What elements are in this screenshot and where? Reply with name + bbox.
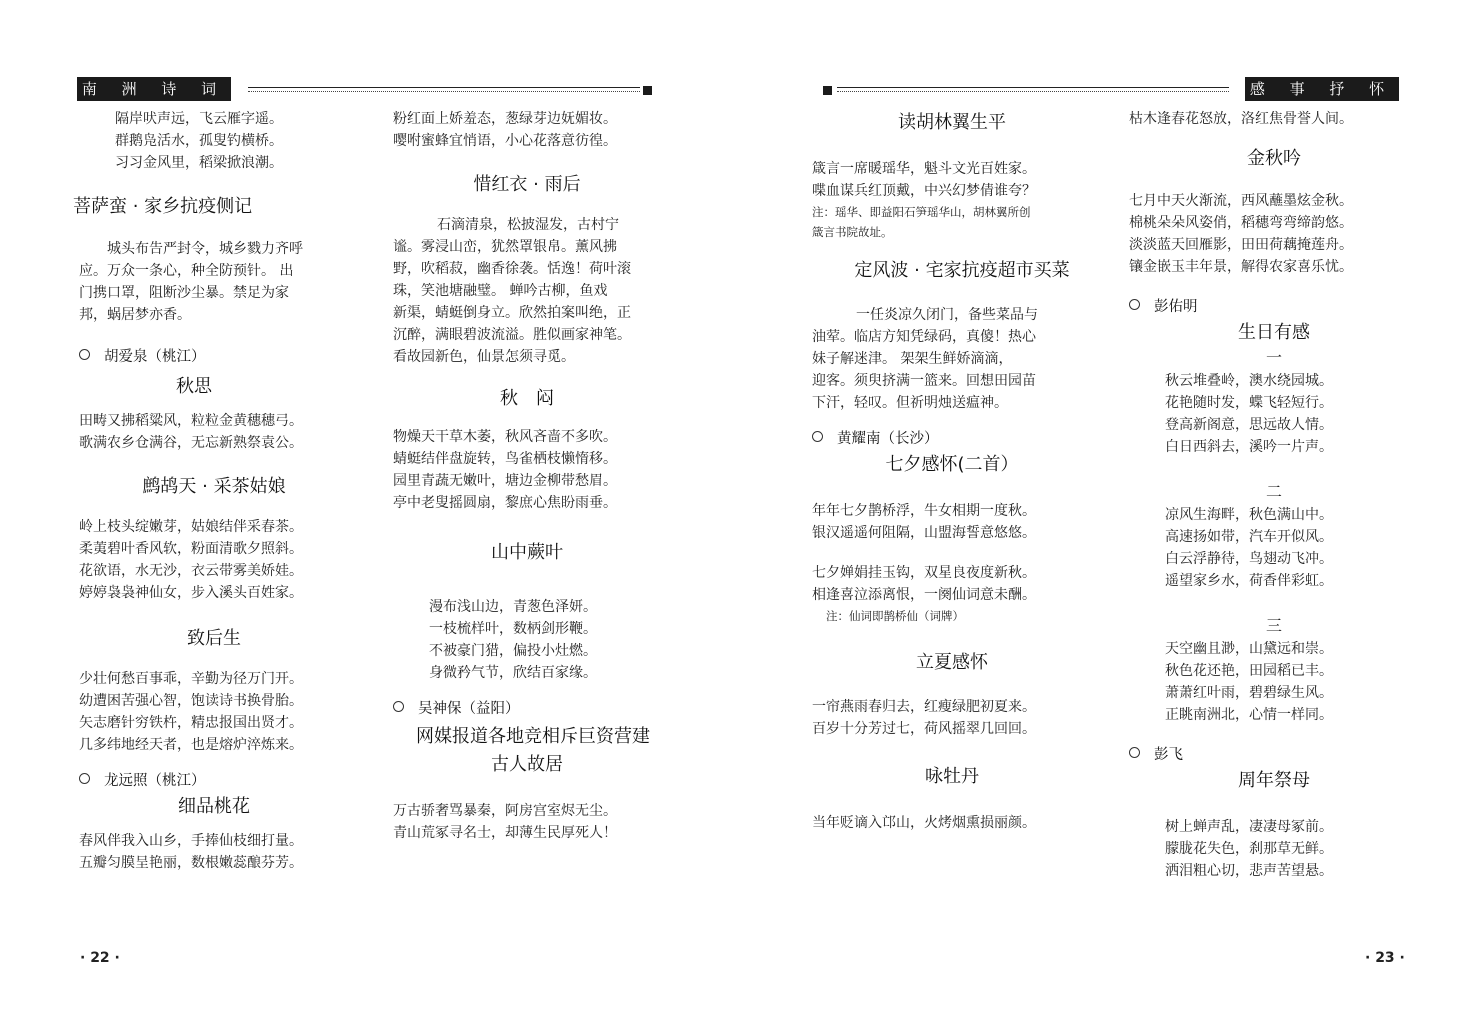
author-line [79,346,369,368]
poem-line: 五瓣匀膜呈艳丽，数根嫩蕊酿芬芳。 [79,855,303,871]
poem-title: 立夏感怀 [916,652,988,673]
poem-line: 正眺南洲北，心情一样同。 [1165,707,1333,723]
author-name: 龙远照（桃江） [104,773,206,789]
poem-title: 细品桃花 [178,796,250,817]
poem-line: 登高新阁意，思远故人情。 [1165,417,1333,433]
poem-line: 谧。雾浸山峦，犹然罩银帛。薰风拂 [393,239,617,255]
continued-poem [1129,108,1419,130]
poem-title: 咏牡丹 [925,766,979,787]
poem-body [1129,638,1419,726]
poem-body [393,596,683,684]
poem-line: 天空幽且渺，山黛远和崇。 [1165,641,1333,657]
poem-line: 城头布告严封令，城乡戮力齐呼 [107,241,303,257]
section-number: 三 [1265,616,1282,635]
poem-line: 新渠，蜻蜓倒身立。欣然拍案叫绝，正 [393,305,631,321]
poem-title: 惜红衣 · 雨后 [473,174,581,195]
poem-line: 蜻蜓结伴盘旋转，鸟雀栖枝懒惰移。 [393,451,617,467]
poem-line: 歌满农乡仓满谷，无忘新熟祭袁公。 [79,435,303,451]
poem-title: 山中蕨叶 [491,542,563,563]
poem-title: 秋思 [176,376,212,397]
continued-poem [393,108,683,152]
poem-line: 春风伴我入山乡，手捧仙枝细打量。 [79,833,303,849]
poem-title: 周年祭母 [1238,770,1310,791]
poem-line: 花艳随时发，蝶飞轻短行。 [1165,395,1333,411]
poem-body [812,500,1112,626]
right-column-1 [812,108,1112,834]
poem-line: 妹子解迷津。 架架生鲜娇滴滴， [812,351,1013,367]
poem-line: 几多纬地经天者，也是熔炉淬炼来。 [79,737,303,753]
header-square-marker [643,86,652,95]
poem-line: 迎客。须臾挤满一篮来。回想田园苗 [812,373,1036,389]
poem-body [393,426,683,514]
poem-line: 白日西斜去，溪吟一片声。 [1165,439,1333,455]
poem-body [393,800,683,844]
poem-line: 朦胧花失色，刹那草无鲜。 [1165,841,1333,857]
footnote: 注：瑶华、即益阳石笋瑶华山，胡林翼所创 [812,205,1031,219]
circle-bullet-icon [812,431,823,442]
circle-bullet-icon [79,773,90,784]
footnote: 注：仙词即鹊桥仙（词牌） [826,609,964,623]
poem-line: 矢志磨针穷铁杵，精忠报国出贤才。 [79,715,303,731]
poem-line: 花欲语，水无沙，衣云带雾美娇娃。 [79,563,303,579]
poem-line: 门携口罩，阻断沙尘暴。禁足为家 [79,285,289,301]
left-column-2 [393,108,683,844]
author-line [393,698,683,720]
author-name: 彭佑明 [1154,299,1198,315]
section-header-tag: 南 洲 诗 词 [77,77,231,101]
poem-line: 镶金嵌玉丰年景，解得农家喜乐忧。 [1129,259,1353,275]
poem-body [79,410,369,454]
poem-line: 七夕婵娟挂玉钩，双星良夜度新秋。 [812,565,1036,581]
poem-body [1129,370,1419,458]
page-number: · 23 · [1365,950,1405,966]
poem-line: 喋血谋兵红顶戴，中兴幻梦倩谁夸？ [812,183,1036,199]
poem-line: 枯木逢春花怒放，洛红焦骨誉人间。 [1129,111,1353,127]
circle-bullet-icon [393,701,404,712]
section-number: 二 [1265,482,1282,501]
continued-poem [79,108,369,174]
poem-line: 少壮何愁百事乖，辛勤为径万门开。 [79,671,303,687]
poem-title: 古人故居 [491,754,563,775]
right-column-2 [1129,108,1419,882]
poem-line: 万古骄奢骂暴秦，阿房宫室烬无尘。 [393,803,617,819]
left-column-1 [73,108,369,874]
author-name: 胡爱泉（桃江） [104,349,206,365]
poem-body [79,238,369,326]
poem-body [1129,190,1419,278]
author-name: 吴神保（益阳） [418,701,520,717]
poem-line: 萧萧红叶雨，碧碧绿生风。 [1165,685,1333,701]
poem-line: 一任炎凉久闭门，备些菜品与 [856,307,1038,323]
poem-line: 年年七夕鹊桥浮，牛女相期一度秋。 [812,503,1036,519]
poem-line: 应。万众一条心，种全防预针。 出 [79,263,294,279]
poem-body [812,158,1112,242]
page-number: · 22 · [80,950,120,966]
poem-line: 漫布浅山边，青葱色泽妍。 [429,599,597,615]
poem-line: 岭上枝头绽嫩芽，姑娘结伴采春茶。 [79,519,303,535]
author-line [79,770,369,792]
poem-line: 群鹅凫活水，孤叟钓横桥。 [115,133,283,149]
poem-line: 身微矜气节，欣结百家缘。 [429,665,597,681]
poem-title: 金秋吟 [1247,148,1301,169]
poem-line: 高速扬如带，汽车开似风。 [1165,529,1333,545]
poem-line: 粉红面上娇羞态，葱绿芽边妩媚妆。 [393,111,617,127]
poem-line: 不被豪门猎，偏投小灶燃。 [429,643,597,659]
author-line [1129,296,1419,318]
poem-line: 嘤咐蜜蜂宜悄语，小心花落意彷徨。 [393,133,617,149]
poem-line: 凉风生海畔，秋色满山中。 [1165,507,1333,523]
poem-line: 洒泪粗心切，悲声苦望悬。 [1165,863,1333,879]
poem-line: 棉桃朵朵风姿俏，稻穗弯弯缔韵悠。 [1129,215,1353,231]
author-name: 彭飞 [1154,747,1183,763]
poem-line: 看故园新色，仙景怎须寻觅。 [393,349,575,365]
poem-title: 菩萨蛮 · 家乡抗疫侧记 [73,196,253,217]
poem-body [79,516,369,604]
poem-body [393,214,683,368]
poem-title: 七夕感怀(二首） [885,454,1019,475]
footnote: 箴言书院故址。 [812,225,893,239]
poem-line: 青山荒冢寻名士，却薄生民厚死人！ [393,825,617,841]
poem-line: 园里青蔬无嫩叶，塘边金柳带愁眉。 [393,473,617,489]
header-square-marker [823,86,832,95]
poem-line: 下汗，轻叹。但祈明烛送瘟神。 [812,395,1008,411]
header-rule [248,87,640,92]
poem-title: 致后生 [187,628,241,649]
poem-line: 邦，蜗居梦亦香。 [79,307,191,323]
section-number: 一 [1265,348,1282,367]
author-name: 黄耀南（长沙） [837,431,939,447]
poem-body [812,304,1112,414]
poem-line: 婷婷袅袅神仙女，步入溪头百姓家。 [79,585,303,601]
circle-bullet-icon [79,349,90,360]
poem-line: 淡淡蓝天回雁影，田田荷藕掩莲舟。 [1129,237,1353,253]
poem-line: 秋云堆叠岭，澳水绕园城。 [1165,373,1333,389]
poem-line: 当年贬谪入邙山，火烤烟熏损丽颜。 [812,815,1036,831]
poem-body [1129,816,1419,882]
header-rule [837,87,1229,92]
poem-line: 亭中老叟摇圆扇，黎庶心焦盼雨垂。 [393,495,617,511]
poem-line: 箴言一席暖瑶华，魁斗文光百姓家。 [812,161,1036,177]
poem-body [79,668,369,756]
circle-bullet-icon [1129,747,1140,758]
poem-line: 树上蝉声乱，凄凄母冢前。 [1165,819,1333,835]
poem-title: 鹧鸪天 · 采茶姑娘 [142,476,286,497]
author-line [812,428,1112,450]
poem-line: 石滴清泉，松披湿发，古村宁 [437,217,619,233]
poem-title: 读胡林翼生平 [898,112,1006,133]
poem-title: 网媒报道各地竞相斥巨资营建 [416,726,650,747]
circle-bullet-icon [1129,299,1140,310]
poem-title: 秋 闷 [500,388,554,409]
poem-line: 七月中天火渐流，西风蘸墨炫金秋。 [1129,193,1353,209]
poem-line: 习习金风里，稻梁掀浪潮。 [115,155,283,171]
poem-body [812,696,1112,740]
poem-line: 百岁十分芳过七，荷风摇翠几回回。 [812,721,1036,737]
poem-body [1129,504,1419,592]
poem-line: 田畴又拂稻粱风，粒粒金黄穗穗弓。 [79,413,303,429]
poem-line: 相逢喜泣添离恨，一阕仙词意未酬。 [812,587,1036,603]
poem-line: 柔荑碧叶香风软，粉面清歌夕照斜。 [79,541,303,557]
right-page [737,0,1474,1020]
poem-line: 一帘燕雨春归去，红瘦绿肥初夏来。 [812,699,1036,715]
poem-line: 幼遭困苦强心智，饱读诗书换骨胎。 [79,693,303,709]
poem-title: 生日有感 [1238,322,1310,343]
poem-line: 秋色花还艳，田园稻已丰。 [1165,663,1333,679]
poem-line: 隔岸吠声远，飞云雁字遥。 [115,111,283,127]
poem-body [812,812,1112,834]
poem-line: 遥望家乡水，荷香伴彩虹。 [1165,573,1333,589]
section-header-tag: 感 事 抒 怀 [1245,77,1399,101]
poem-line: 物燥天干草木萎，秋风吝啬不多吹。 [393,429,617,445]
poem-line: 珠，笑池塘融璧。 蝉吟古柳，鱼戏 [393,283,608,299]
author-line [1129,744,1419,766]
poem-line: 沉醉，满眼碧波流溢。胜似画家神笔。 [393,327,631,343]
poem-line: 油荤。临店方知凭绿码，真傻！热心 [812,329,1036,345]
poem-body [79,830,369,874]
poem-line: 野，吹稻菽，幽香徐袭。恬逸！荷叶滚 [393,261,631,277]
poem-line: 银汉遥遥何阻隔，山盟海誓意悠悠。 [812,525,1036,541]
poem-line: 白云浮静待，鸟翅动飞冲。 [1165,551,1333,567]
poem-line: 一枝梳样叶，数柄剑形鞭。 [429,621,597,637]
poem-title: 定风波 · 宅家抗疫超市买菜 [854,260,1070,281]
